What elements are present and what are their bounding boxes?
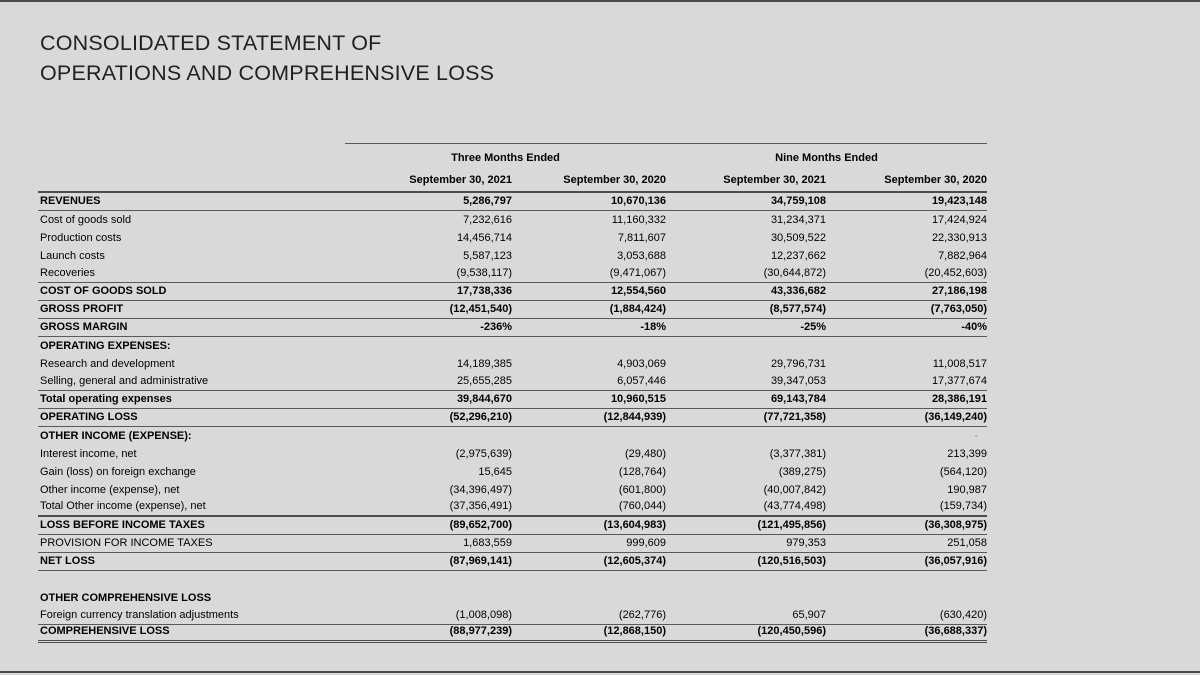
table-row <box>38 445 987 463</box>
table-row <box>38 391 987 409</box>
table-row <box>38 337 987 355</box>
row-value: 213,399 <box>947 448 987 460</box>
slide-bottom-border <box>0 671 1200 673</box>
row-value: 4,903,069 <box>617 358 666 370</box>
row-label: OPERATING EXPENSES: <box>40 340 171 352</box>
table-row <box>38 607 987 625</box>
row-value: 15,645 <box>478 466 512 478</box>
table-row <box>38 481 987 499</box>
row-value: 31,234,371 <box>770 214 826 226</box>
row-value: (20,452,603) <box>924 267 987 279</box>
row-label: Total Other income (expense), net <box>40 500 206 512</box>
row-value: 25,655,285 <box>456 375 512 387</box>
row-label: GROSS MARGIN <box>40 321 128 333</box>
table-row <box>38 427 987 445</box>
row-value: 10,670,136 <box>610 195 666 207</box>
row-label: Foreign currency translation adjustments <box>40 609 239 621</box>
table-row <box>38 211 987 229</box>
row-value: 3,053,688 <box>617 250 666 262</box>
row-label: Selling, general and administrative <box>40 375 209 387</box>
row-value: (601,800) <box>618 484 666 496</box>
table-body <box>38 193 987 643</box>
row-value: (8,577,574) <box>769 303 826 315</box>
row-label: Cost of goods sold <box>40 214 132 226</box>
row-value: (29,480) <box>625 448 666 460</box>
row-value: (52,296,210) <box>449 411 512 423</box>
slide-top-border <box>0 0 1200 2</box>
spacer-row <box>38 571 987 589</box>
row-label: Production costs <box>40 232 122 244</box>
row-value: 12,237,662 <box>770 250 826 262</box>
table-row <box>38 625 987 643</box>
row-label: PROVISION FOR INCOME TAXES <box>40 537 213 549</box>
row-value: (1,008,098) <box>455 609 512 621</box>
row-value: 65,907 <box>792 609 826 621</box>
column-group-header-row <box>38 143 987 169</box>
row-label: Launch costs <box>40 250 105 262</box>
table-row <box>38 229 987 247</box>
row-value: (36,057,916) <box>924 555 987 567</box>
financial-statement-table <box>38 143 987 643</box>
row-value: 7,232,616 <box>463 214 512 226</box>
row-value: 19,423,148 <box>931 195 987 207</box>
row-label: Total operating expenses <box>40 393 172 405</box>
row-value: 5,587,123 <box>463 250 512 262</box>
row-value: (9,471,067) <box>609 267 666 279</box>
row-value: 14,189,385 <box>456 358 512 370</box>
row-value: 27,186,198 <box>931 285 987 297</box>
row-value: 17,738,336 <box>456 285 512 297</box>
table-row <box>38 301 987 319</box>
row-value: (262,776) <box>618 609 666 621</box>
col-group-nine-months-ended: Nine Months Ended <box>666 143 987 169</box>
row-value: (9,538,117) <box>456 267 512 279</box>
row-value: 69,143,784 <box>770 393 826 405</box>
row-value: 30,509,522 <box>770 232 826 244</box>
row-label: OTHER COMPREHENSIVE LOSS <box>40 592 212 604</box>
row-value: (7,763,050) <box>930 303 987 315</box>
row-value: (30,644,872) <box>763 267 826 279</box>
row-value: 28,386,191 <box>931 393 987 405</box>
page-title-line1: CONSOLIDATED STATEMENT OF <box>40 31 382 55</box>
date-header-q3-2021: September 30, 2021 <box>409 174 512 186</box>
table-row <box>38 355 987 373</box>
row-value: 22,330,913 <box>931 232 987 244</box>
table-row <box>38 283 987 301</box>
row-value: (40,007,842) <box>763 484 826 496</box>
row-label: GROSS PROFIT <box>40 303 124 315</box>
row-value: (36,688,337) <box>924 625 987 637</box>
row-value: 251,058 <box>947 537 987 549</box>
row-value: 6,057,446 <box>617 375 666 387</box>
row-value: (87,969,141) <box>449 555 512 567</box>
row-label: Recoveries <box>40 267 96 279</box>
table-row <box>38 265 987 283</box>
row-value: 999,609 <box>626 537 666 549</box>
row-label: OTHER INCOME (EXPENSE): <box>40 430 192 442</box>
row-value: (121,495,856) <box>757 519 826 531</box>
row-value: (1,884,424) <box>609 303 666 315</box>
row-value: 5,286,797 <box>463 195 512 207</box>
table-row <box>38 319 987 337</box>
row-value: -40% <box>961 321 987 333</box>
date-header-q3-2020: September 30, 2020 <box>563 174 666 186</box>
date-header-ytd-2021: September 30, 2021 <box>723 174 826 186</box>
row-value: 11,008,517 <box>932 358 987 370</box>
row-value: 39,844,670 <box>456 393 512 405</box>
group-header-spacer <box>38 143 345 169</box>
col-group-three-months-ended: Three Months Ended <box>345 143 666 169</box>
row-value: (2,975,639) <box>455 448 512 460</box>
row-value: (128,764) <box>618 466 666 478</box>
row-value: (37,356,491) <box>449 500 512 512</box>
page-title-line2: OPERATIONS AND COMPREHENSIVE LOSS <box>40 60 495 85</box>
row-value: (120,516,503) <box>757 555 826 567</box>
table-row <box>38 553 987 571</box>
table-row <box>38 589 987 607</box>
row-value: 34,759,108 <box>770 195 826 207</box>
row-value: -18% <box>640 321 666 333</box>
row-value: (89,652,700) <box>449 519 512 531</box>
row-value: (12,605,374) <box>603 555 666 567</box>
row-label: COST OF GOODS SOLD <box>40 285 167 297</box>
row-value: (760,044) <box>618 500 666 512</box>
row-value: (159,734) <box>939 500 987 512</box>
row-value: 190,987 <box>947 484 987 496</box>
row-value: (3,377,381) <box>769 448 826 460</box>
row-value: (36,308,975) <box>924 519 987 531</box>
table-row <box>38 463 987 481</box>
row-value: (88,977,239) <box>449 625 512 637</box>
row-value: 10,960,515 <box>610 393 666 405</box>
row-label: NET LOSS <box>40 555 96 567</box>
table-row <box>38 247 987 265</box>
row-value: 7,882,964 <box>938 250 987 262</box>
row-value: (12,868,150) <box>603 625 666 637</box>
row-value: -236% <box>480 321 512 333</box>
row-label: Gain (loss) on foreign exchange <box>40 466 196 478</box>
row-value: 29,796,731 <box>770 358 826 370</box>
table-row <box>38 373 987 391</box>
date-header-row <box>38 169 987 193</box>
row-value: 43,336,682 <box>770 285 826 297</box>
row-label: Research and development <box>40 358 175 370</box>
row-value: -25% <box>800 321 826 333</box>
row-value: (13,604,983) <box>603 519 666 531</box>
row-label: REVENUES <box>40 195 101 207</box>
table-row <box>38 517 987 535</box>
row-value: 39,347,053 <box>770 375 826 387</box>
row-value: (12,844,939) <box>603 411 666 423</box>
row-value: (564,120) <box>939 466 987 478</box>
row-value: (12,451,540) <box>449 303 512 315</box>
table-row <box>38 193 987 211</box>
page-title <box>40 29 494 88</box>
row-label: Other income (expense), net <box>40 484 180 496</box>
row-value: (630,420) <box>939 609 987 621</box>
row-value: (389,275) <box>778 466 826 478</box>
row-label: LOSS BEFORE INCOME TAXES <box>40 519 205 531</box>
row-value: 17,424,924 <box>931 214 987 226</box>
row-value: - <box>974 430 978 442</box>
row-label: COMPREHENSIVE LOSS <box>40 625 170 637</box>
row-label: OPERATING LOSS <box>40 411 138 423</box>
row-value: (36,149,240) <box>924 411 987 423</box>
row-value: (34,396,497) <box>449 484 512 496</box>
row-label: Interest income, net <box>40 448 137 460</box>
row-value: 14,456,714 <box>456 232 512 244</box>
row-value: 979,353 <box>786 537 826 549</box>
row-value: (77,721,358) <box>763 411 826 423</box>
date-header-ytd-2020: September 30, 2020 <box>884 174 987 186</box>
row-value: 12,554,560 <box>610 285 666 297</box>
table-row <box>38 499 987 517</box>
row-value: 1,683,559 <box>463 537 512 549</box>
row-value: 7,811,607 <box>617 232 666 244</box>
row-value: 11,160,332 <box>611 214 666 226</box>
row-value: 17,377,674 <box>931 375 987 387</box>
table-row <box>38 535 987 553</box>
row-value: (120,450,596) <box>757 625 826 637</box>
table-row <box>38 409 987 427</box>
row-value: (43,774,498) <box>763 500 826 512</box>
